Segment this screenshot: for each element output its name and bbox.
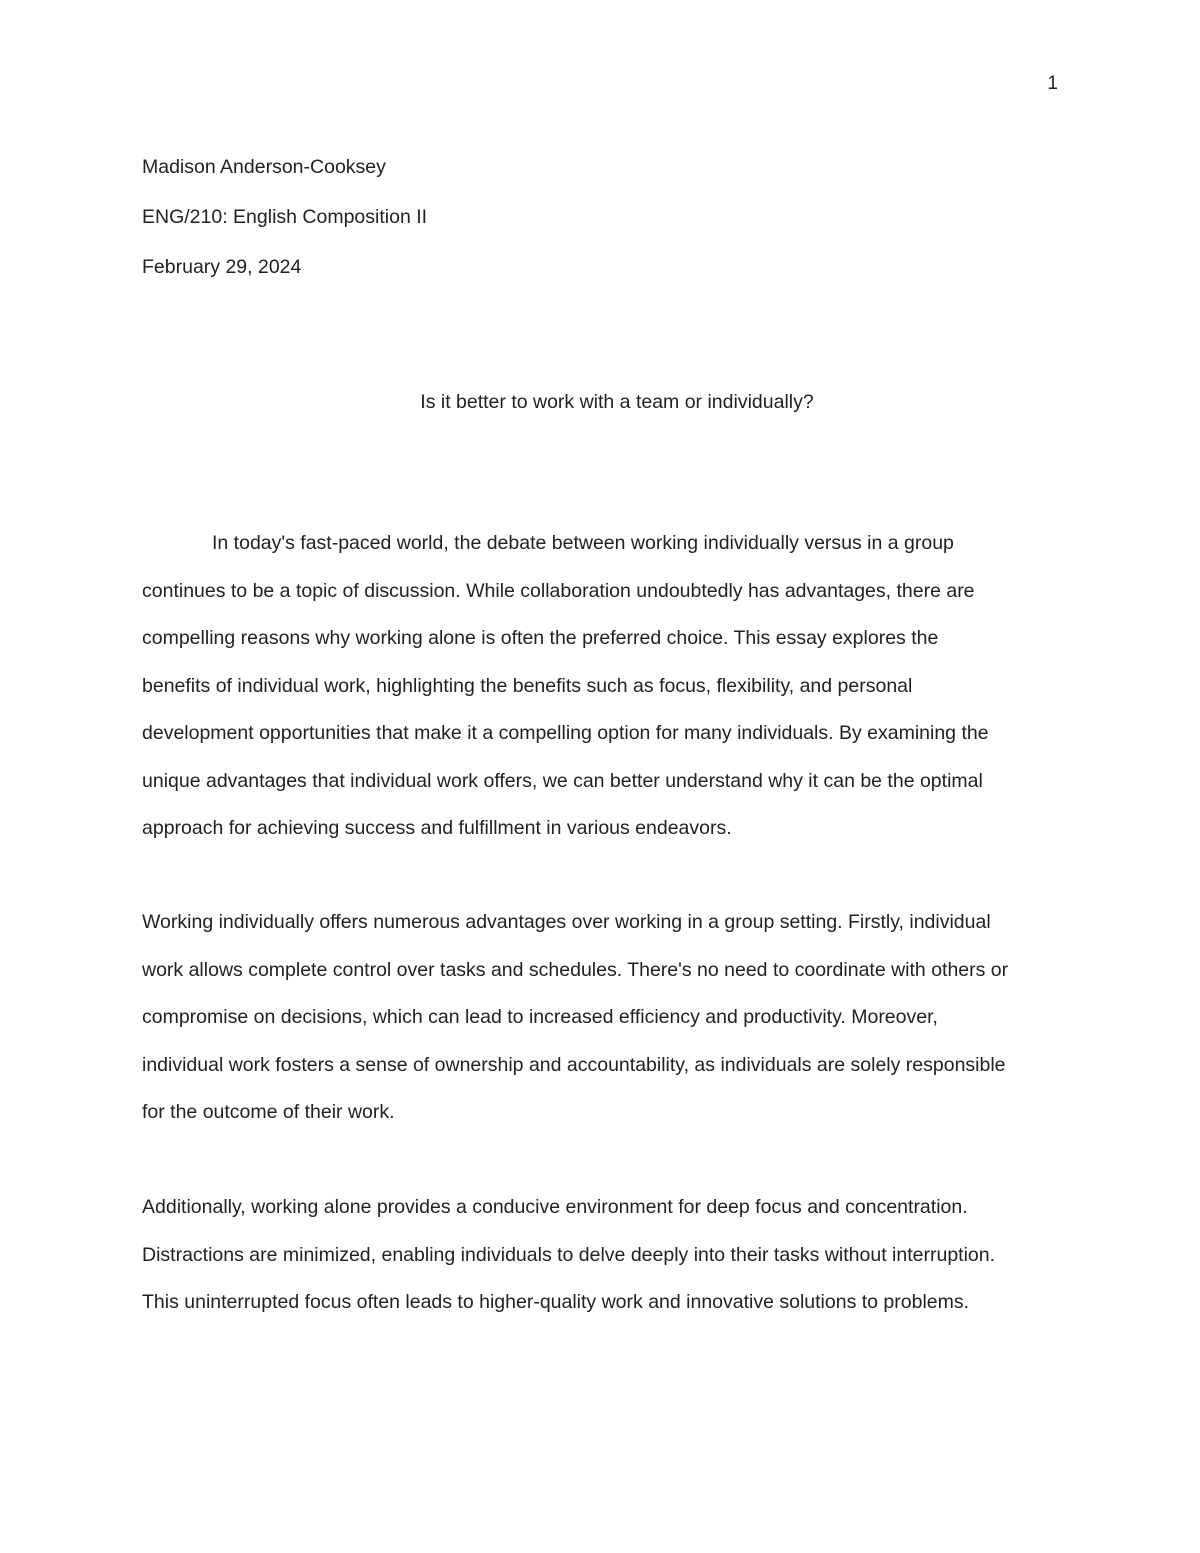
paragraph-intro	[142, 520, 1082, 853]
text-line: Working individually offers numerous advantages over working in a group setting. Firstly, individual	[142, 911, 991, 933]
text-line: development opportunities that make it a compelling option for many individuals. By examining the	[142, 722, 989, 744]
text-line: In today's fast-paced world, the debate between working individually versus in a group	[212, 532, 954, 554]
page-number: 1	[1047, 73, 1058, 94]
text-line: compromise on decisions, which can lead to increased efficiency and productivity. Moreover,	[142, 1006, 938, 1028]
text-line: Distractions are minimized, enabling individuals to delve deeply into their tasks without interruption.	[142, 1243, 996, 1266]
essay-date: February 29, 2024	[142, 256, 302, 278]
text-line: This uninterrupted focus often leads to higher-quality work and innovative solutions to problems.	[142, 1291, 970, 1313]
essay-title: Is it better to work with a team or individually?	[420, 391, 814, 413]
text-line: compelling reasons why working alone is often the preferred choice. This essay explores the	[142, 627, 939, 649]
course-name: ENG/210: English Composition II	[142, 206, 428, 228]
mla-heading	[142, 142, 1062, 292]
author-name: Madison Anderson-Cooksey	[142, 156, 386, 178]
text-line: Additionally, working alone provides a conducive environment for deep focus and concentration.	[142, 1196, 968, 1218]
paragraph-advantages	[142, 899, 1082, 1137]
paragraph-focus	[142, 1184, 1082, 1327]
text-line: individual work fosters a sense of ownership and accountability, as individuals are solely responsible	[142, 1053, 1006, 1076]
text-line: for the outcome of their work.	[142, 1101, 395, 1123]
text-line: work allows complete control over tasks and schedules. There's no need to coordinate with others or	[142, 958, 1009, 981]
text-line: continues to be a topic of discussion. While collaboration undoubtedly has advantages, there are	[142, 579, 975, 602]
text-line: approach for achieving success and fulfillment in various endeavors.	[142, 817, 732, 839]
text-line: unique advantages that individual work offers, we can better understand why it can be the optimal	[142, 769, 983, 792]
text-line: benefits of individual work, highlighting the benefits such as focus, flexibility, and personal	[142, 674, 913, 697]
